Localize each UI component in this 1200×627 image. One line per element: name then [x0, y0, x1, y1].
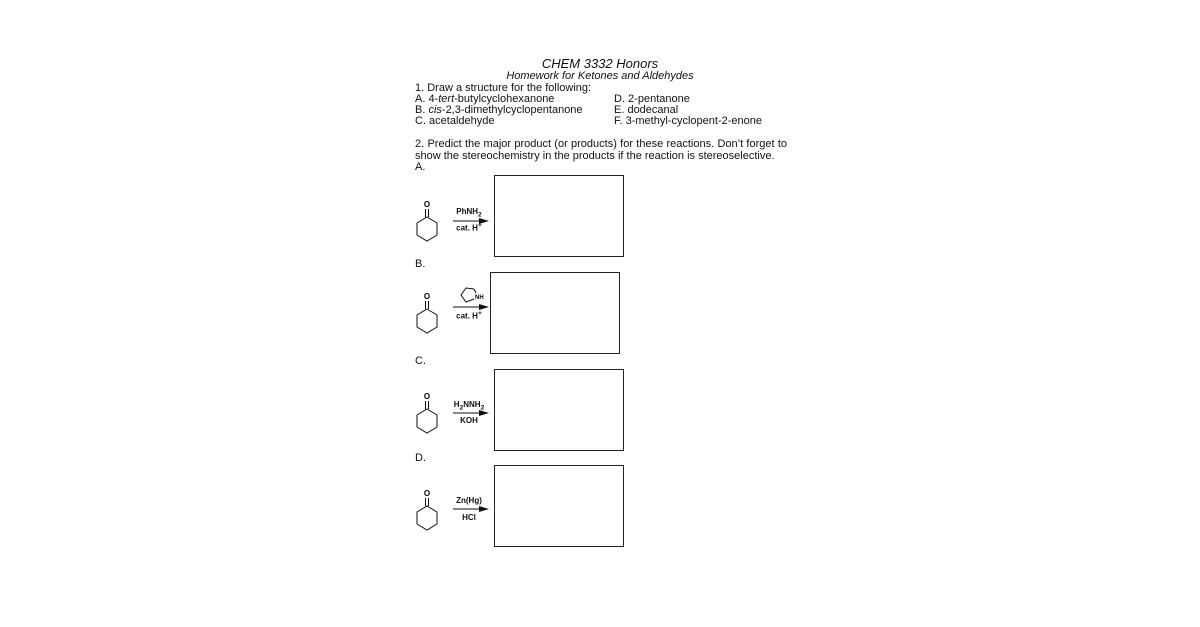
oxygen-atom-label: O	[423, 489, 431, 498]
reaction-d-reagent-bottom: HCl	[462, 513, 476, 522]
answer-box-b[interactable]	[490, 272, 620, 354]
q1-item-f: F. 3-methyl-cyclopent-2-enone	[614, 115, 762, 127]
q1-item-e: E. dodecanal	[614, 104, 679, 116]
reaction-d-reagent-top: Zn(Hg)	[456, 496, 482, 505]
oxygen-atom-label: O	[423, 392, 431, 401]
reaction-a-reagent-top: PhNH$_2$	[456, 207, 482, 219]
reaction-b-reagent-bottom: cat. H+	[456, 310, 482, 321]
reaction-c-reagent-top: $H_2NNH_2$	[453, 400, 485, 412]
reaction-arrow-d	[453, 505, 491, 513]
answer-box-a[interactable]	[494, 175, 624, 257]
oxygen-atom-label: O	[423, 200, 431, 209]
nh-label: NH	[475, 295, 484, 301]
reaction-c-label: C.	[415, 355, 426, 367]
q2-prompt: 2. Predict the major product (or products) for these reactions. Don’t forget to show the stereochemistry in the products if the reaction is stereoselective.	[415, 138, 787, 162]
q1-item-d: D. 2-pentanone	[614, 93, 690, 105]
page-title: CHEM 3332 Honors	[541, 56, 659, 71]
oxygen-atom-label: O	[423, 292, 431, 301]
reaction-a-reagent-bottom: cat. H+	[456, 222, 482, 233]
q1-item-b: B. cis-2,3-dimethylcyclopentanone	[415, 104, 583, 116]
reaction-d-label: D.	[415, 452, 426, 464]
reaction-a-label: A.	[415, 161, 426, 173]
q1-item-c: C. acetaldehyde	[415, 115, 495, 127]
q1-prompt: 1. Draw a structure for the following:	[415, 82, 592, 94]
reaction-c-reagent-bottom: KOH	[460, 416, 478, 425]
page-subtitle: Homework for Ketones and Aldehydes	[506, 70, 694, 82]
reaction-b-label: B.	[415, 258, 426, 270]
cyclohexanone-structure	[408, 198, 448, 242]
answer-box-c[interactable]	[494, 369, 624, 451]
q1-item-a: A. 4-tert-butylcyclohexanone	[415, 93, 555, 105]
answer-box-d[interactable]	[494, 465, 624, 547]
cyclohexanone-structure	[408, 390, 448, 434]
cyclohexanone-structure	[408, 487, 448, 531]
